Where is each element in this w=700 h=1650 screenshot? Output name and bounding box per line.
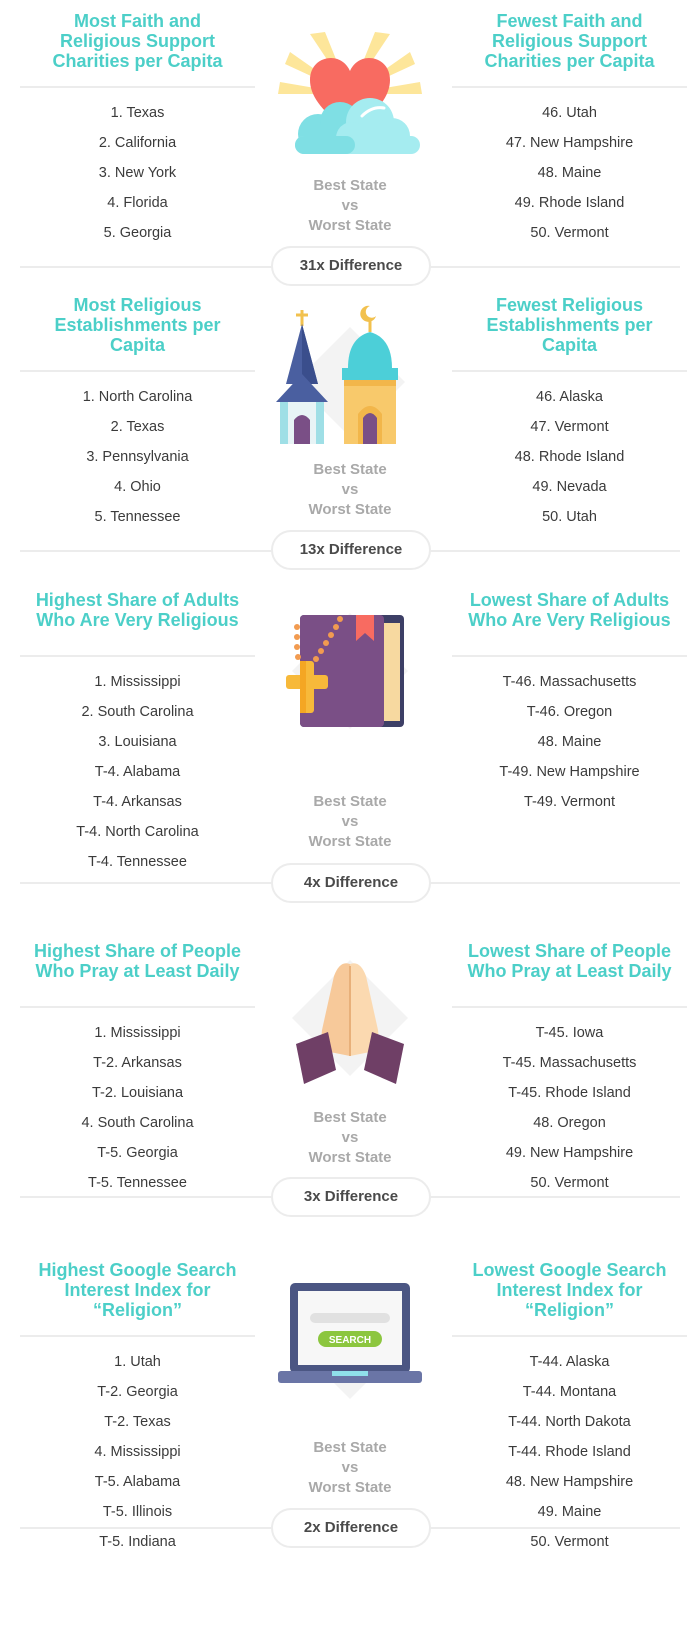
- section-charities: [0, 8, 700, 278]
- bvw-line: Worst State: [308, 217, 392, 234]
- list-item: 1. Texas: [110, 105, 165, 121]
- list-item: T-45. Rhode Island: [508, 1085, 631, 1101]
- left-column: [20, 8, 255, 248]
- right-rule: [452, 1335, 687, 1337]
- left-list: [20, 98, 255, 248]
- list-item: 4. Florida: [107, 195, 168, 211]
- list-item: T-5. Indiana: [99, 1534, 176, 1550]
- right-column: [452, 8, 687, 248]
- left-title: Most Faith and Religious Support Charities per Capita: [52, 11, 223, 71]
- left-list: [20, 1018, 255, 1198]
- list-item: 2. Texas: [110, 419, 165, 435]
- right-rule: [452, 86, 687, 88]
- list-item: T-5. Illinois: [102, 1504, 173, 1520]
- right-title: Lowest Share of People Who Pray at Least Daily: [467, 941, 672, 981]
- list-item: T-49. Vermont: [523, 794, 616, 810]
- bvw-line: vs: [341, 1129, 359, 1146]
- list-item: T-5. Tennessee: [88, 1175, 187, 1191]
- right-title: Lowest Share of Adults Who Are Very Religious: [468, 590, 671, 630]
- list-item: T-5. Georgia: [97, 1145, 178, 1161]
- list-item: 1. North Carolina: [82, 389, 193, 405]
- bvw-line: Worst State: [308, 501, 392, 518]
- right-list: [452, 98, 687, 248]
- list-item: 4. South Carolina: [81, 1115, 194, 1131]
- list-item: 5. Tennessee: [94, 509, 181, 525]
- left-rule: [20, 1335, 255, 1337]
- section-establishments: [0, 292, 700, 562]
- bvw-line: Worst State: [308, 1479, 392, 1496]
- difference-text: 3x Difference: [303, 1188, 399, 1205]
- bvw-line: vs: [341, 197, 359, 214]
- right-title: Lowest Google Search Interest Index for “Religion”: [472, 1260, 667, 1320]
- difference-text: 31x Difference: [299, 257, 403, 274]
- list-item: 3. New York: [98, 165, 177, 181]
- list-item: T-44. North Dakota: [508, 1414, 631, 1430]
- right-rule: [452, 655, 687, 657]
- bvw-line: Best State: [313, 793, 387, 810]
- difference-badge: [271, 246, 431, 286]
- list-item: 1. Utah: [114, 1354, 161, 1370]
- right-list: [452, 1018, 687, 1198]
- right-column: [452, 577, 687, 817]
- list-item: 4. Ohio: [114, 479, 161, 495]
- bvw-line: Best State: [313, 1439, 387, 1456]
- bvw-line: Best State: [313, 461, 387, 478]
- difference-text: 4x Difference: [303, 874, 399, 891]
- left-rule: [20, 86, 255, 88]
- list-item: 46. Utah: [542, 105, 597, 121]
- list-item: T-46. Massachusetts: [502, 674, 637, 690]
- list-item: 48. New Hampshire: [505, 1474, 634, 1490]
- list-item: 46. Alaska: [536, 389, 603, 405]
- list-item: 50. Vermont: [530, 225, 609, 241]
- list-item: 2. South Carolina: [81, 704, 194, 720]
- section-google-search: [0, 1257, 700, 1650]
- left-column: [20, 292, 255, 532]
- list-item: 3. Louisiana: [98, 734, 177, 750]
- list-item: T-4. Arkansas: [93, 794, 182, 810]
- left-rule: [20, 1006, 255, 1008]
- list-item: 50. Vermont: [530, 1534, 609, 1550]
- list-item: T-2. Louisiana: [91, 1085, 184, 1101]
- list-item: 49. Rhode Island: [514, 195, 625, 211]
- church-mosque-icon: [270, 302, 430, 452]
- left-title: Highest Share of People Who Pray at Least Daily: [33, 941, 242, 981]
- list-item: T-4. Tennessee: [88, 854, 187, 870]
- difference-text: 13x Difference: [299, 541, 403, 558]
- bvw-line: vs: [341, 481, 359, 498]
- list-item: T-44. Montana: [522, 1384, 617, 1400]
- bvw-line: vs: [341, 1459, 359, 1476]
- list-item: 2. California: [98, 135, 177, 151]
- left-list: [20, 382, 255, 532]
- left-rule: [20, 655, 255, 657]
- difference-badge: [271, 863, 431, 903]
- bvw-line: Best State: [313, 1109, 387, 1126]
- right-rule: [452, 370, 687, 372]
- list-item: T-44. Rhode Island: [508, 1444, 631, 1460]
- left-column: [20, 577, 255, 877]
- praying-hands-icon: [270, 940, 430, 1090]
- section-very-religious: [0, 577, 700, 912]
- heart-cloud-icon: [270, 24, 430, 174]
- list-item: T-45. Massachusetts: [502, 1055, 637, 1071]
- right-rule: [452, 1006, 687, 1008]
- list-item: 50. Utah: [542, 509, 597, 525]
- list-item: 3. Pennsylvania: [86, 449, 189, 465]
- list-item: 47. New Hampshire: [505, 135, 634, 151]
- bvw-line: Worst State: [308, 1149, 392, 1166]
- left-list: [20, 1347, 255, 1557]
- left-title: Highest Google Search Interest Index for “Religion”: [38, 1260, 237, 1320]
- search-button-label: SEARCH: [328, 1335, 372, 1346]
- list-item: 4. Mississippi: [94, 1444, 181, 1460]
- difference-badge: [271, 1177, 431, 1217]
- right-list: [452, 667, 687, 817]
- list-item: T-46. Oregon: [526, 704, 613, 720]
- list-item: 49. Nevada: [532, 479, 607, 495]
- right-title: Fewest Faith and Religious Support Charities per Capita: [484, 11, 655, 71]
- list-item: 49. Maine: [537, 1504, 602, 1520]
- bible-rosary-icon: [270, 593, 430, 743]
- list-item: 1. Mississippi: [94, 674, 181, 690]
- list-item: T-2. Texas: [104, 1414, 171, 1430]
- right-column: [452, 292, 687, 532]
- section-pray-daily: [0, 928, 700, 1243]
- best-vs-worst-label: [270, 460, 430, 520]
- list-item: 48. Maine: [537, 734, 602, 750]
- right-title: Fewest Religious Establishments per Capita: [486, 295, 653, 355]
- list-item: 48. Rhode Island: [514, 449, 625, 465]
- left-rule: [20, 370, 255, 372]
- bvw-line: Worst State: [308, 833, 392, 850]
- list-item: T-49. New Hampshire: [499, 764, 640, 780]
- list-item: T-5. Alabama: [94, 1474, 181, 1490]
- left-list: [20, 667, 255, 877]
- difference-text: 2x Difference: [303, 1519, 399, 1536]
- best-vs-worst-label: [270, 176, 430, 236]
- list-item: T-2. Georgia: [97, 1384, 178, 1400]
- right-column: [452, 1257, 687, 1557]
- best-vs-worst-label: [270, 1438, 430, 1498]
- list-item: 49. New Hampshire: [505, 1145, 634, 1161]
- bvw-line: vs: [341, 813, 359, 830]
- list-item: 47. Vermont: [530, 419, 609, 435]
- right-list: [452, 382, 687, 532]
- list-item: T-44. Alaska: [529, 1354, 610, 1370]
- left-title: Highest Share of Adults Who Are Very Religious: [35, 590, 240, 630]
- laptop-search-icon: [270, 1263, 430, 1413]
- bvw-line: Best State: [313, 177, 387, 194]
- list-item: 48. Maine: [537, 165, 602, 181]
- best-vs-worst-label: [270, 792, 430, 852]
- difference-badge: [271, 1508, 431, 1548]
- list-item: 5. Georgia: [103, 225, 172, 241]
- left-title: Most Religious Establishments per Capita: [54, 295, 221, 355]
- right-list: [452, 1347, 687, 1557]
- list-item: T-4. Alabama: [94, 764, 181, 780]
- list-item: T-45. Iowa: [535, 1025, 604, 1041]
- list-item: 50. Vermont: [530, 1175, 609, 1191]
- left-column: [20, 928, 255, 1198]
- left-column: [20, 1257, 255, 1557]
- difference-badge: [271, 530, 431, 570]
- list-item: T-2. Arkansas: [93, 1055, 182, 1071]
- best-vs-worst-label: [270, 1108, 430, 1168]
- list-item: 48. Oregon: [533, 1115, 606, 1131]
- right-column: [452, 928, 687, 1198]
- list-item: T-4. North Carolina: [76, 824, 199, 840]
- list-item: 1. Mississippi: [94, 1025, 181, 1041]
